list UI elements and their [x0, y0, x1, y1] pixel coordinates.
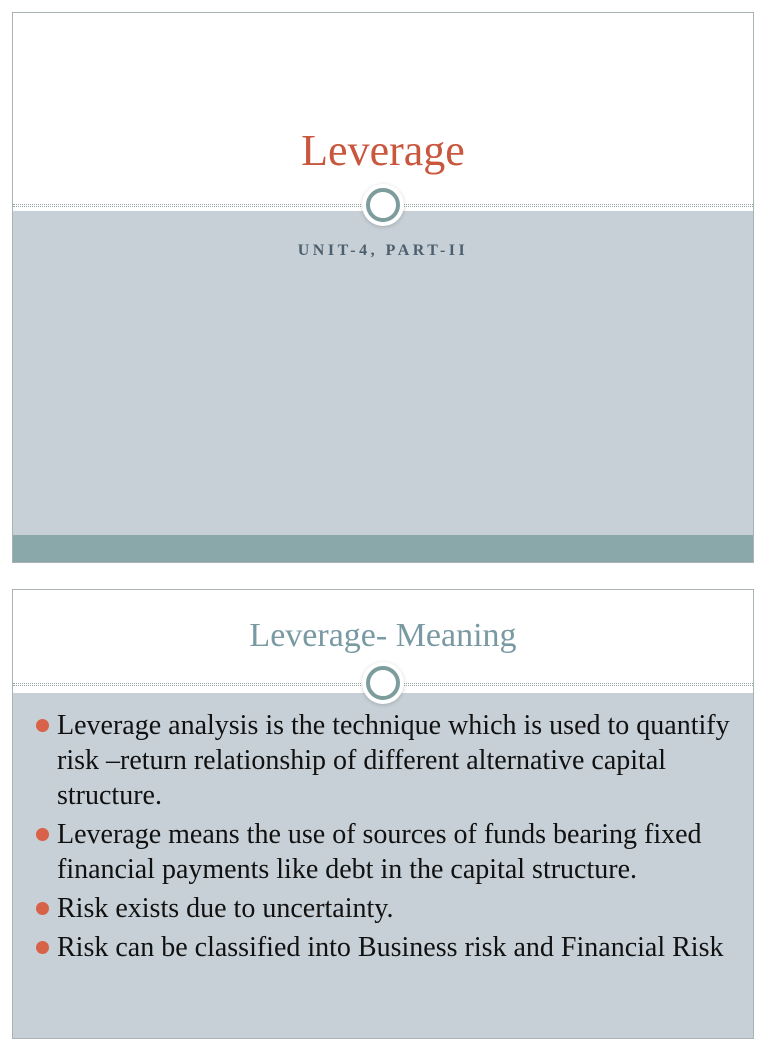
bullet-dot-icon [36, 941, 49, 954]
bullet-text: Risk exists due to uncertainty. [57, 893, 394, 924]
bullet-text: Risk can be classified into Business risk and Financial Risk [57, 932, 724, 963]
footer-band [13, 535, 753, 562]
title-slide [12, 12, 754, 563]
slide-subtitle: UNIT-4, PART-II [297, 242, 469, 259]
bullet-dot-icon [36, 719, 49, 732]
bullet-item [33, 817, 733, 887]
bullet-dot-icon [36, 902, 49, 915]
divider-circle-icon [366, 666, 400, 700]
bullet-item [33, 891, 733, 926]
bullet-dot-icon [36, 828, 49, 841]
slide-title: Leverage- Meaning [249, 617, 517, 654]
bullet-item [33, 930, 733, 965]
slide-header-area [13, 13, 753, 208]
slide-title: Leverage [301, 126, 465, 175]
content-slide [12, 589, 754, 1039]
bullet-item [33, 708, 733, 813]
bullet-text: Leverage means the use of sources of funds bearing fixed financial payments like debt in the capital structure. [57, 819, 702, 885]
bullet-text: Leverage analysis is the technique which is used to quantify risk –return relationship of different alternative capital structure. [57, 710, 730, 811]
divider-circle-icon [366, 188, 400, 222]
bullet-list [33, 708, 733, 969]
